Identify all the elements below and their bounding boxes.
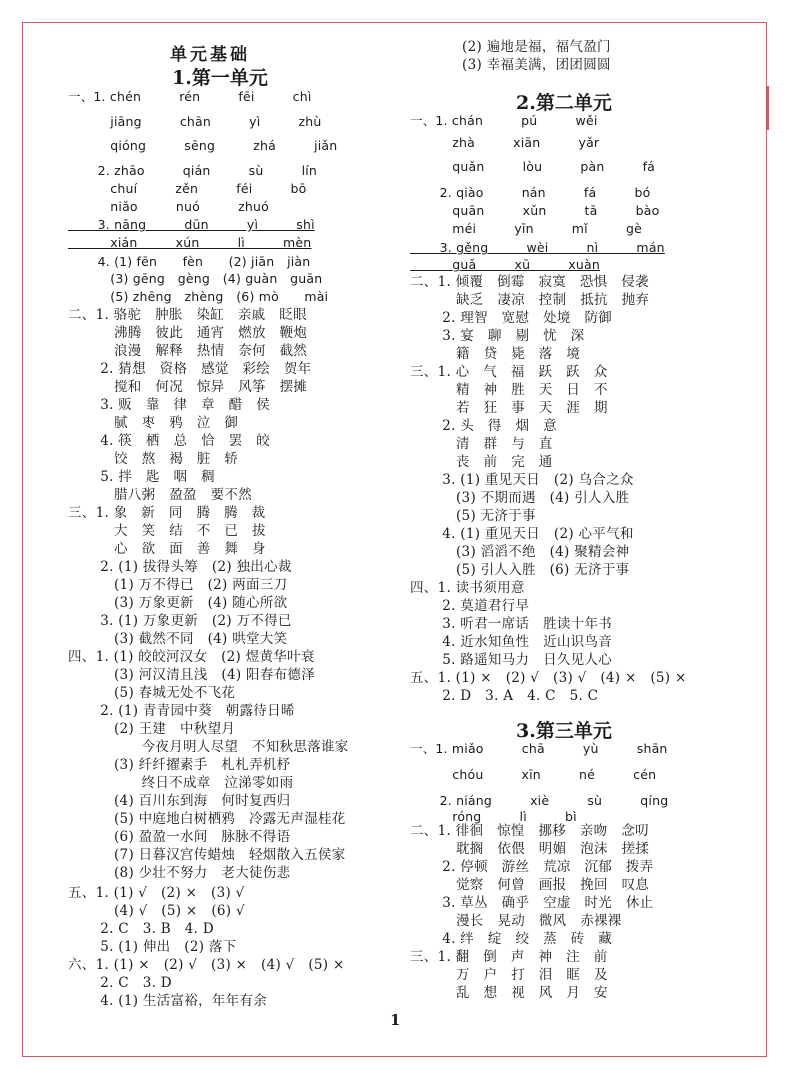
- answer-line: 今夜月明人尽望 不知秋思落谁家: [68, 739, 349, 755]
- answer-line: 4. (1) 重见天日 (2) 心平气和: [410, 526, 634, 542]
- answer-line: (3) 滔滔不绝 (4) 聚精会神: [410, 544, 630, 560]
- answer-line: (7) 日暮汉宫传蜡烛 轻烟散入五侯家: [68, 847, 346, 863]
- answer-line: róng lì bì: [410, 809, 577, 824]
- answer-line: 二、1. 徘徊 惊惶 挪移 亲吻 念叨: [410, 823, 649, 839]
- answer-line: (5) zhēng zhèng (6) mò mài: [68, 289, 329, 304]
- answer-line: 缺乏 凄凉 控制 抵抗 抛弃: [410, 292, 650, 308]
- answer-line: 浪漫 解释 热情 奈何 截然: [68, 343, 308, 359]
- answer-line: 觉察 何曾 画报 挽回 叹息: [410, 877, 650, 893]
- answer-line: 丧 前 完 通: [410, 454, 553, 470]
- answer-line: 2. 莫道君行早: [410, 598, 530, 614]
- answer-line: (2) 王建 中秋望月: [68, 721, 236, 737]
- answer-line: zhà xiān yǎr: [410, 135, 600, 150]
- answer-line: 腻 枣 鸦 泣 御: [68, 415, 239, 431]
- answer-line: 4. 绊 绽 绞 蒸 砖 藏: [410, 931, 613, 947]
- answer-line: (3) gēng gèng (4) guàn guān: [68, 271, 323, 286]
- answer-line: 三、1. 心 气 福 跃 跃 众: [410, 364, 608, 380]
- answer-line: (5) 中庭地白树栖鸦 冷露无声湿桂花: [68, 811, 346, 827]
- answer-line: 三、1. 翻 倒 声 神 注 前: [410, 949, 608, 965]
- answer-line: (3) 万象更新 (4) 随心所欲: [68, 595, 288, 611]
- answer-line: 2. 猜想 资格 感觉 彩绘 贺年: [68, 361, 312, 377]
- answer-line: 2. 理智 宽慰 处境 防御: [410, 310, 613, 326]
- answer-line: 沸腾 彼此 通宵 燃放 鞭炮: [68, 325, 308, 341]
- answer-line: (6) 盈盈一水间 脉脉不得语: [68, 829, 291, 845]
- answer-line: qióng sēng zhá jiǎn: [68, 138, 338, 153]
- answer-line: 2. niáng xiè sù qíng: [410, 793, 669, 808]
- answer-line: 乱 想 视 风 月 安: [410, 985, 608, 1001]
- unit-3-title: 3.第三单元: [516, 720, 612, 742]
- answer-line: 四、1. (1) 皎皎河汉女 (2) 煜黄华叶衰: [68, 649, 315, 665]
- answer-line: 一、1. chán pú wěi: [410, 113, 598, 128]
- answer-line: 四、1. 读书须用意: [410, 580, 525, 596]
- answer-line: 一、1. miǎo chā yù shān: [410, 741, 668, 756]
- answer-line: 2. C 3. D: [68, 975, 172, 991]
- answer-line: 耽搁 依偎 明媚 泡沫 搓揉: [410, 841, 650, 857]
- answer-line: 2. (1) 青青园中葵 朝露待日晞: [68, 703, 295, 719]
- answer-line: niǎo nuó zhuó: [68, 199, 269, 214]
- answer-line: 3. 听君一席话 胜读十年书: [410, 616, 613, 632]
- answer-line: 饺 熬 褐 脏 轿: [68, 451, 239, 467]
- answer-line: 2. D 3. A 4. C 5. C: [410, 688, 599, 704]
- answer-line: 3. 贩 靠 律 章 醋 侯: [68, 397, 271, 413]
- answer-line: 5. 拌 匙 咽 稠: [68, 469, 215, 485]
- answer-line: xián xún lì mèn: [68, 235, 312, 250]
- answer-line: (1) 万不得已 (2) 两面三刀: [68, 577, 288, 593]
- answer-line: 5. 路遥知马力 日久见人心: [410, 652, 613, 668]
- answer-line: 2. 头 得 烟 意: [410, 418, 557, 434]
- edge-mark: [767, 86, 769, 130]
- answer-line: (5) 无济于事: [410, 508, 536, 524]
- unit-1-title: 1.第一单元: [172, 67, 268, 89]
- answer-line: 二、1. 倾覆 倒霉 寂寞 恐惧 侵袭: [410, 274, 649, 290]
- page-number: 1: [390, 1011, 401, 1029]
- answer-line: 2. qiào nán fá bó: [410, 185, 651, 200]
- answer-line: 3. gěng wèi nì mán: [410, 240, 665, 255]
- answer-line: (2) 遍地是福，福气盈门: [462, 39, 611, 55]
- answer-line: 漫长 晃动 微风 赤裸裸: [410, 913, 622, 929]
- answer-line: 4. (1) fēn fèn (2) jiān jiàn: [68, 254, 311, 269]
- answer-line: 2. 停顿 游丝 荒凉 沉郁 拨弄: [410, 859, 654, 875]
- answer-line: 3. (1) 万象更新 (2) 万不得已: [68, 613, 292, 629]
- answer-line: 一、1. chén rén fēi chì: [68, 89, 312, 104]
- answer-line: (3) 截然不同 (4) 哄堂大笑: [68, 631, 288, 647]
- answer-line: 5. (1) 伸出 (2) 落下: [68, 939, 237, 955]
- answer-line: 六、1. (1) × (2) √ (3) × (4) √ (5) ×: [68, 957, 345, 973]
- answer-line: 搅和 何况 惊异 风筝 摆摊: [68, 379, 308, 395]
- answer-line: (4) √ (5) × (6) √: [68, 903, 245, 919]
- answer-line: 4. 近水知鱼性 近山识鸟音: [410, 634, 613, 650]
- answer-line: 万 户 打 泪 眶 及: [410, 967, 608, 983]
- answer-line: 大 笑 结 不 已 拔: [68, 523, 266, 539]
- answer-line: (8) 少壮不努力 老大徒伤悲: [68, 865, 291, 881]
- answer-line: méi yīn mǐ gè: [410, 221, 642, 236]
- answer-line: 若 狂 事 天 涯 期: [410, 400, 608, 416]
- answer-line: 2. (1) 拔得头筹 (2) 独出心裁: [68, 559, 292, 575]
- answer-line: chuí zěn féi bō: [68, 181, 307, 196]
- answer-line: 二、1. 骆驼 肿胀 染缸 亲戚 眨眼: [68, 307, 307, 323]
- answer-line: 腊八粥 盈盈 要不然: [68, 487, 252, 503]
- answer-line: (3) 不期而遇 (4) 引人入胜: [410, 490, 630, 506]
- answer-line: quǎn lòu pàn fá: [410, 159, 656, 174]
- answer-line: 4. 筷 栖 总 恰 罢 皎: [68, 433, 271, 449]
- answer-line: guǎ xū xuàn: [410, 257, 601, 272]
- answer-line: (3) 河汉清且浅 (4) 阳春布德泽: [68, 667, 316, 683]
- unit-2-title: 2.第二单元: [516, 92, 612, 114]
- answer-line: 五、1. (1) √ (2) × (3) √: [68, 885, 245, 901]
- answer-line: 三、1. 象 新 同 腾 腾 裁: [68, 505, 266, 521]
- answer-line: 心 欲 面 善 舞 身: [68, 541, 266, 557]
- answer-line: 2. C 3. B 4. D: [68, 921, 214, 937]
- answer-line: 3. 宴 聊 剔 忧 深: [410, 328, 585, 344]
- answer-line: (4) 百川东到海 何时复西归: [68, 793, 291, 809]
- answer-line: chóu xīn né cén: [410, 767, 657, 782]
- answer-line: 3. nāng dūn yì shì: [68, 217, 315, 232]
- answer-line: 五、1. (1) × (2) √ (3) √ (4) × (5) ×: [410, 670, 687, 686]
- answer-line: 3. (1) 重见天日 (2) 乌合之众: [410, 472, 634, 488]
- answer-line: (3) 幸福美满，团团圆圆: [462, 57, 611, 73]
- answer-line: 精 神 胜 天 日 不: [410, 382, 608, 398]
- answer-line: (5) 引人入胜 (6) 无济于事: [410, 562, 630, 578]
- answer-line: quān xǔn tā bào: [410, 203, 660, 218]
- page-heading: 单元基础: [170, 45, 250, 65]
- answer-line: 3. 草丛 确乎 空虚 时光 休止: [410, 895, 654, 911]
- answer-line: 清 群 与 直: [410, 436, 553, 452]
- answer-line: 2. zhāo qián sù lín: [68, 163, 318, 178]
- answer-line: 4. (1) 生活富裕，年年有余: [68, 993, 268, 1009]
- answer-line: jiāng chān yì zhù: [68, 114, 322, 129]
- answer-line: 终日不成章 泣涕零如雨: [68, 775, 294, 791]
- answer-line: (3) 纤纤擢素手 札札弄机杼: [68, 757, 291, 773]
- answer-line: (5) 春城无处不飞花: [68, 685, 236, 701]
- answer-line: 籍 贷 毙 落 境: [410, 346, 581, 362]
